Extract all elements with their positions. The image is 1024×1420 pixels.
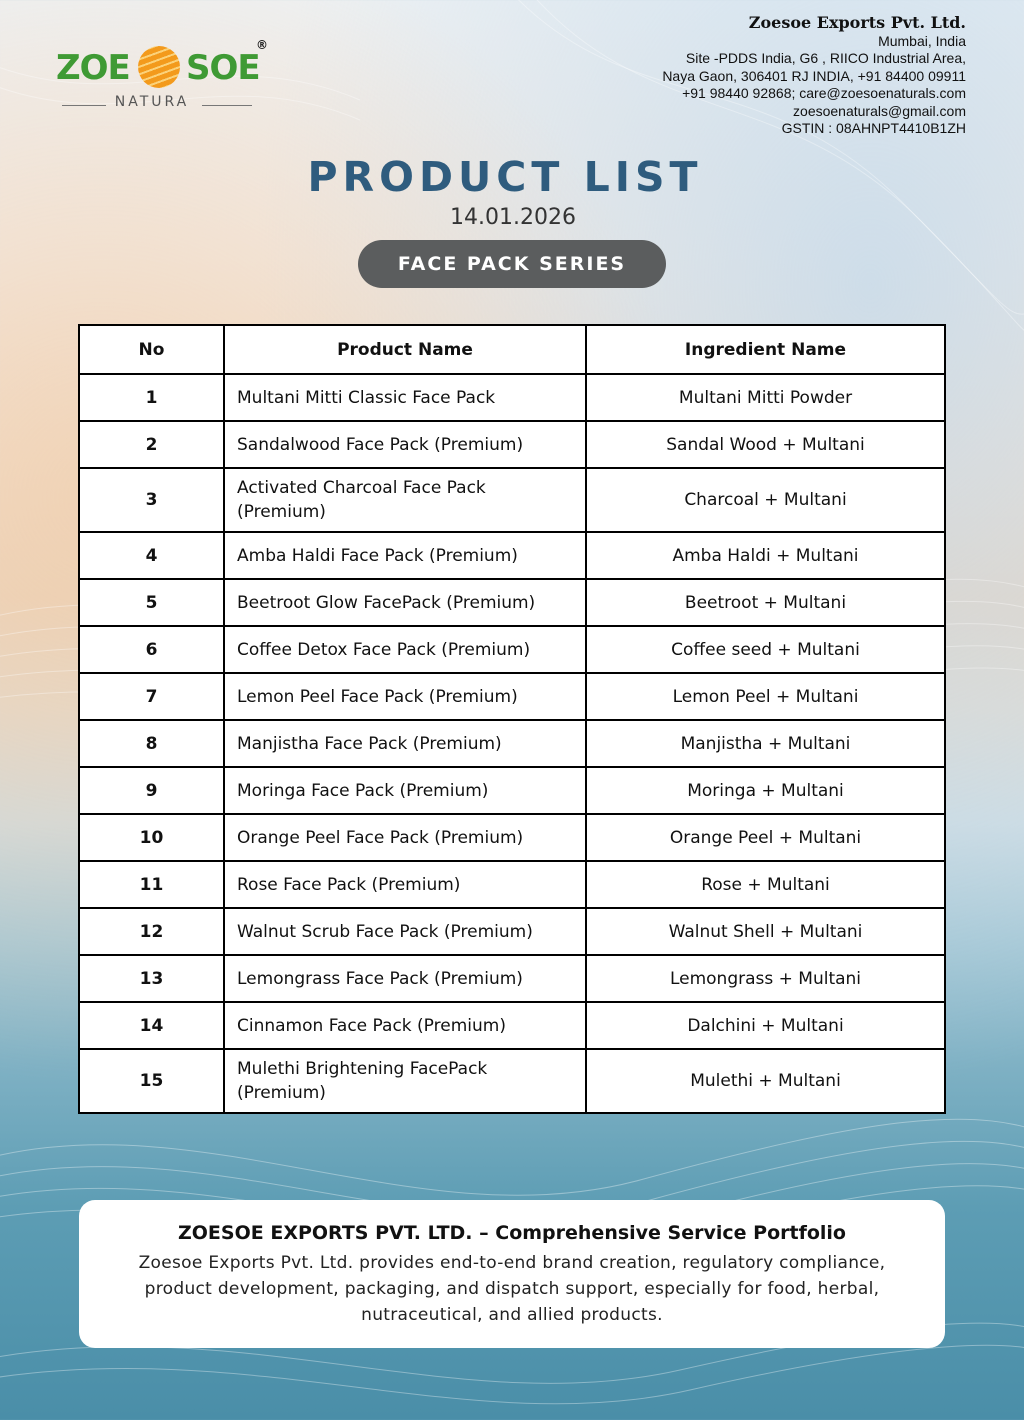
brand-logo (52, 38, 272, 120)
list-date: 14.01.2026 (450, 205, 576, 230)
row-number: 10 (79, 814, 224, 861)
product-name: Sandalwood Face Pack (Premium) (224, 421, 586, 468)
table-row (79, 468, 945, 532)
logo-tagline: NATURA (114, 94, 190, 110)
ingredient-name: Coffee seed + Multani (586, 626, 945, 673)
table-row (79, 767, 945, 814)
product-name: Amba Haldi Face Pack (Premium) (224, 532, 586, 579)
table-row (79, 814, 945, 861)
row-number: 1 (79, 374, 224, 421)
row-number: 7 (79, 673, 224, 720)
product-name: Beetroot Glow FacePack (Premium) (224, 579, 586, 626)
row-number: 8 (79, 720, 224, 767)
ingredient-name: Orange Peel + Multani (586, 814, 945, 861)
table-row (79, 1049, 945, 1113)
row-number: 15 (79, 1049, 224, 1113)
table-row (79, 1002, 945, 1049)
ingredient-name: Sandal Wood + Multani (586, 421, 945, 468)
ingredient-name: Charcoal + Multani (586, 468, 945, 532)
company-city: Mumbai, India (878, 32, 966, 49)
product-table (78, 324, 946, 1114)
row-number: 14 (79, 1002, 224, 1049)
row-number: 2 (79, 421, 224, 468)
company-gstin: GSTIN : 08AHNPT4410B1ZH (781, 120, 966, 136)
page-title: PRODUCT LIST (307, 153, 703, 201)
product-name: Lemon Peel Face Pack (Premium) (224, 673, 586, 720)
table-row (79, 579, 945, 626)
product-name: Moringa Face Pack (Premium) (224, 767, 586, 814)
series-badge: FACE PACK SERIES (358, 240, 666, 288)
table-row (79, 955, 945, 1002)
table-row (79, 720, 945, 767)
company-phone-email: +91 98440 92868; care@zoesoenaturals.com (682, 85, 966, 101)
ingredient-name: Mulethi + Multani (586, 1049, 945, 1113)
registered-mark: ® (256, 38, 268, 52)
product-name: Mulethi Brightening FacePack (Premium) (224, 1049, 586, 1113)
logo-word-left: ZOE (56, 48, 130, 88)
column-header-product: Product Name (224, 325, 586, 374)
row-number: 11 (79, 861, 224, 908)
logo-word-right: SOE (186, 48, 260, 88)
table-header-row (79, 325, 945, 374)
product-name: Manjistha Face Pack (Premium) (224, 720, 586, 767)
ingredient-name: Lemon Peel + Multani (586, 673, 945, 720)
table-row (79, 861, 945, 908)
column-header-ingredient: Ingredient Name (586, 325, 945, 374)
table-row (79, 421, 945, 468)
row-number: 3 (79, 468, 224, 532)
row-number: 5 (79, 579, 224, 626)
product-name: Activated Charcoal Face Pack (Premium) (224, 468, 586, 532)
table-row (79, 673, 945, 720)
ingredient-name: Moringa + Multani (586, 767, 945, 814)
product-name: Walnut Scrub Face Pack (Premium) (224, 908, 586, 955)
table-row (79, 532, 945, 579)
column-header-no: No (79, 325, 224, 374)
product-name: Orange Peel Face Pack (Premium) (224, 814, 586, 861)
table-row (79, 374, 945, 421)
ingredient-name: Lemongrass + Multani (586, 955, 945, 1002)
service-portfolio-card (79, 1200, 945, 1348)
product-name: Cinnamon Face Pack (Premium) (224, 1002, 586, 1049)
company-email: zoesoenaturals@gmail.com (793, 102, 966, 119)
row-number: 4 (79, 532, 224, 579)
ingredient-name: Manjistha + Multani (586, 720, 945, 767)
table-row (79, 626, 945, 673)
portfolio-text: Zoesoe Exports Pvt. Ltd. provides end-to-end brand creation, regulatory compliance, product development, packaging, and dispatch support, especially for food, herbal, nutraceutical, and allied products. (138, 1253, 886, 1325)
sun-icon (138, 46, 180, 88)
product-name: Lemongrass Face Pack (Premium) (224, 955, 586, 1002)
ingredient-name: Rose + Multani (586, 861, 945, 908)
ingredient-name: Dalchini + Multani (586, 1002, 945, 1049)
row-number: 9 (79, 767, 224, 814)
ingredient-name: Beetroot + Multani (586, 579, 945, 626)
product-name: Multani Mitti Classic Face Pack (224, 374, 586, 421)
company-address-phone: Naya Gaon, 306401 RJ INDIA, +91 84400 09911 (662, 67, 966, 84)
row-number: 13 (79, 955, 224, 1002)
company-address-block (546, 14, 966, 138)
logo-divider-right (202, 105, 252, 106)
company-site: Site -PDDS India, G6 , RIICO Industrial Area, (685, 50, 966, 66)
portfolio-heading: ZOESOE EXPORTS PVT. LTD. – Comprehensive Service Portfolio (178, 1222, 846, 1244)
product-name: Rose Face Pack (Premium) (224, 861, 586, 908)
table-row (79, 908, 945, 955)
ingredient-name: Amba Haldi + Multani (586, 532, 945, 579)
company-name: Zoesoe Exports Pvt. Ltd. (748, 13, 966, 32)
ingredient-name: Walnut Shell + Multani (586, 908, 945, 955)
row-number: 12 (79, 908, 224, 955)
ingredient-name: Multani Mitti Powder (586, 374, 945, 421)
row-number: 6 (79, 626, 224, 673)
product-name: Coffee Detox Face Pack (Premium) (224, 626, 586, 673)
